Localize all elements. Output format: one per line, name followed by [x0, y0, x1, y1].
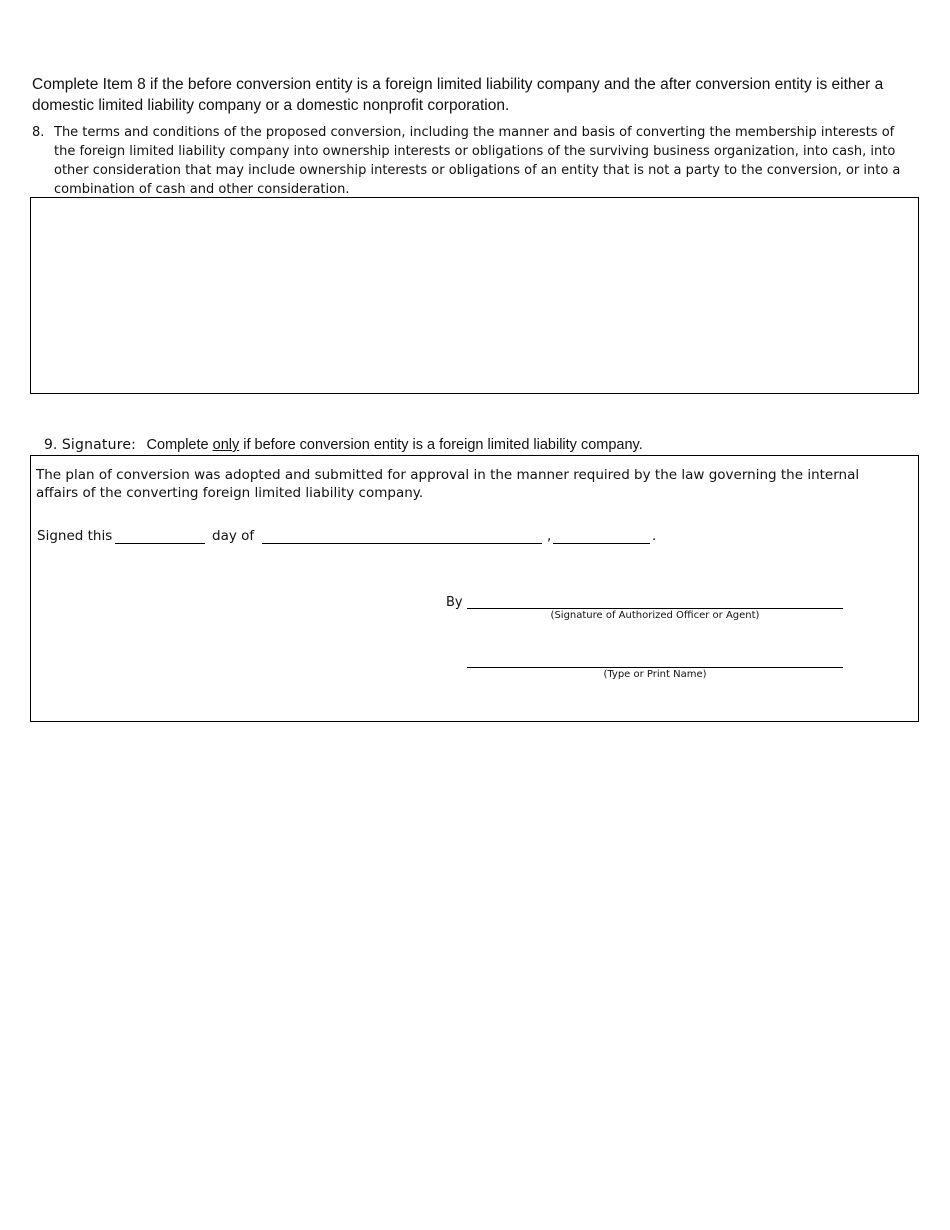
item9-header	[44, 435, 914, 455]
signature-line[interactable]	[467, 608, 843, 609]
item9-number: 9.	[44, 437, 58, 453]
item9-instruction	[147, 437, 643, 453]
item9-instruction-start: Complete	[146, 437, 209, 453]
signature-box	[30, 455, 919, 722]
day-blank[interactable]	[115, 543, 205, 544]
item8-answer-box[interactable]	[30, 197, 919, 394]
item9-instruction-emphasis: only	[212, 437, 240, 453]
by-label: By	[446, 595, 463, 610]
item8-instructions: Complete Item 8 if the before conversion entity is a foreign limited liability company and the after conversion entity is either a domestic limited liability company or a domestic nonprofit corporation.	[32, 76, 884, 114]
print-name-caption: (Type or Print Name)	[603, 669, 707, 680]
signature-caption: (Signature of Authorized Officer or Agent)	[550, 610, 760, 621]
item8-number: 8.	[32, 125, 45, 140]
period-mark: .	[652, 528, 657, 544]
month-blank[interactable]	[262, 543, 542, 544]
plan-statement: The plan of conversion was adopted and submitted for approval in the manner required by the law governing the internal affairs of the converting foreign limited liability company.	[36, 467, 860, 501]
item9-label: Signature:	[61, 437, 137, 453]
print-name-line[interactable]	[467, 667, 843, 668]
item9-instruction-end: if before conversion entity is a foreign limited liability company.	[243, 437, 643, 453]
signed-this-label: Signed this	[37, 528, 113, 544]
year-blank[interactable]	[553, 543, 650, 544]
item8-question	[32, 123, 917, 199]
item8-text: The terms and conditions of the proposed conversion, including the manner and basis of converting the membership interests of the foreign limited liability company into ownership interests or obligations of the surviving business organization, into cash, into other consideration that may include ownership interests or obligations of an entity that is not a party to the conversion, or into a combination of cash and other consideration.	[54, 125, 901, 197]
comma-separator: ,	[547, 528, 552, 544]
day-of-label: day of	[212, 528, 255, 544]
